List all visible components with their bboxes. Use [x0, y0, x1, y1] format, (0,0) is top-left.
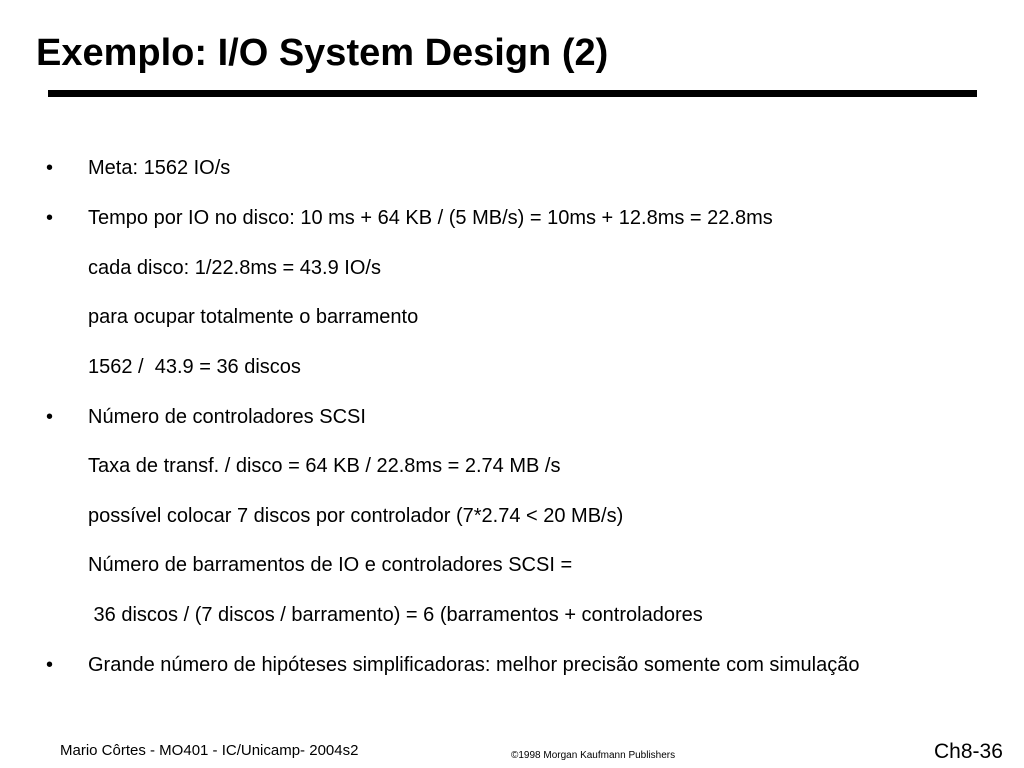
bullet-line: Número de controladores SCSI [88, 405, 366, 428]
bullet-list [0, 151, 1024, 698]
bullet-subline: possível colocar 7 discos por controlador (7*2.74 < 20 MB/s) [88, 504, 624, 527]
bullet-dot: • [46, 157, 54, 179]
title-divider [48, 90, 977, 97]
bullet-subline: Taxa de transf. / disco = 64 KB / 22.8ms = 2.74 MB /s [88, 455, 561, 477]
slide-title: Exemplo: I/O System Design (2) [36, 32, 609, 74]
bullet-dot: • [46, 405, 54, 428]
bullet-subline: 36 discos / (7 discos / barramento) = 6 (barramentos + controladores [88, 603, 703, 626]
slide-page-number: Ch8-36 [934, 740, 1003, 763]
bullet-subline: 1562 / 43.9 = 36 discos [88, 355, 301, 378]
bullet-item [0, 648, 1024, 682]
footer-copyright: ©1998 Morgan Kaufmann Publishers [511, 750, 676, 761]
bullet-item [0, 400, 1024, 632]
bullet-line: Meta: 1562 IO/s [88, 157, 231, 179]
footer-author: Mario Côrtes - MO401 - IC/Unicamp- 2004s2 [60, 742, 359, 759]
bullet-item [0, 201, 1024, 384]
bullet-subline: cada disco: 1/22.8ms = 43.9 IO/s [88, 256, 381, 279]
bullet-line: Grande número de hipóteses simplificadoras: melhor precisão somente com simulação [88, 653, 860, 676]
bullet-subline: para ocupar totalmente o barramento [88, 306, 419, 328]
bullet-item [0, 151, 1024, 185]
bullet-line: Tempo por IO no disco: 10 ms + 64 KB / (5 MB/s) = 10ms + 12.8ms = 22.8ms [88, 207, 773, 229]
bullet-dot: • [46, 653, 54, 676]
bullet-dot: • [46, 207, 54, 229]
bullet-subline: Número de barramentos de IO e controladores SCSI = [88, 554, 573, 576]
